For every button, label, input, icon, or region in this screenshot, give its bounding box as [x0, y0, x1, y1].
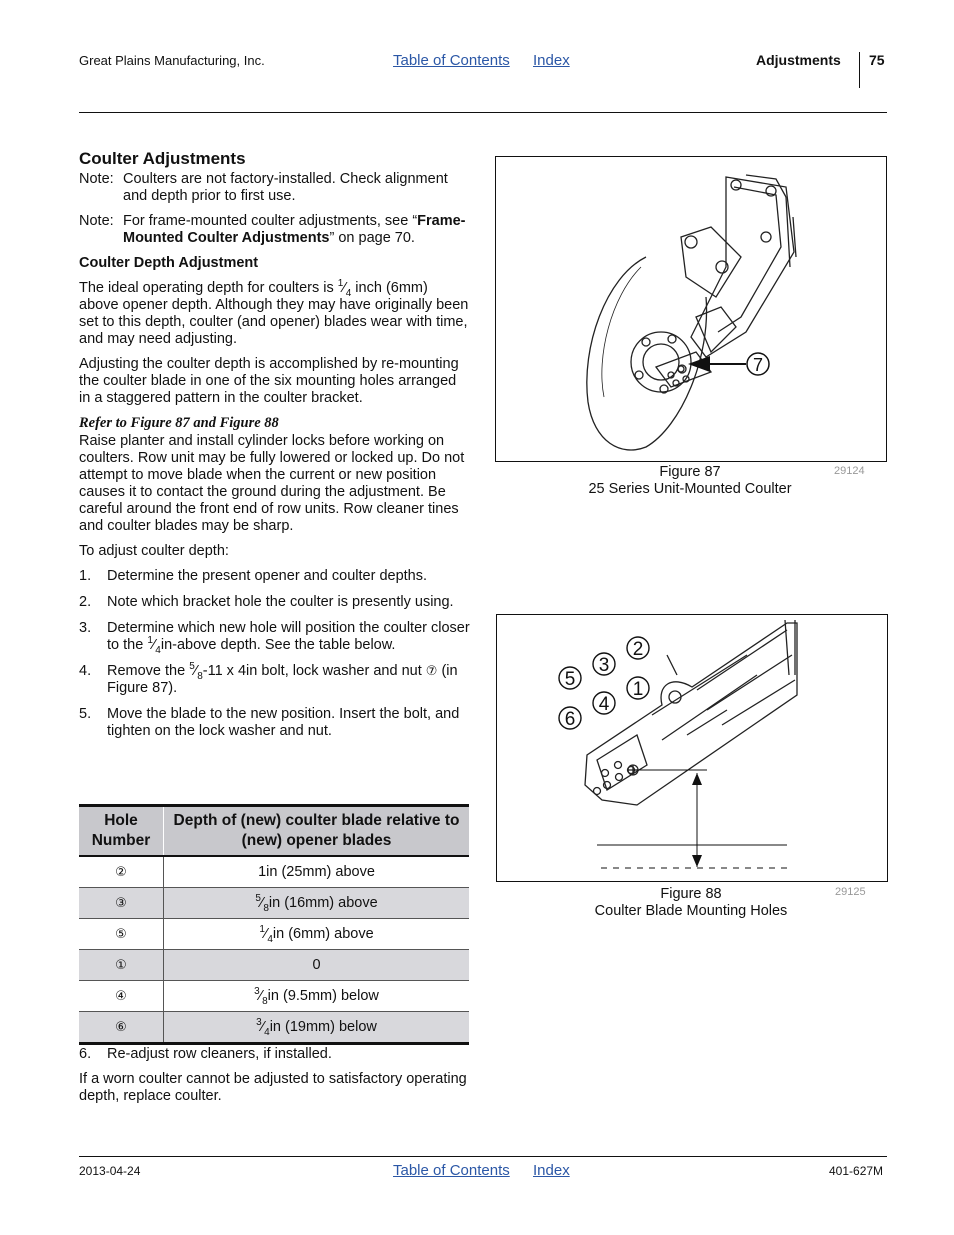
fraction: $^1⁄_4$ [337, 278, 352, 299]
page-number: 75 [869, 52, 885, 68]
figure-title: Coulter Blade Mounting Holes [594, 903, 788, 919]
figure-title: 25 Series Unit-Mounted Coulter [588, 481, 792, 497]
after-table-text [79, 1046, 471, 1105]
depth-cell: $^1⁄_4in$ (6mm) above [164, 919, 470, 950]
main-text-column [79, 150, 471, 740]
callout-5: 5 [564, 669, 576, 690]
figure-reference: Refer to Figure 87 and Figure 88 [79, 415, 279, 431]
callout-3: 3 [598, 655, 610, 676]
table-row [79, 919, 469, 950]
figure-88-caption [561, 886, 821, 920]
page-heading: Coulter Adjustments [79, 149, 246, 168]
depth-cell: 0 [164, 950, 470, 981]
figure-87-caption [560, 464, 820, 498]
table-row [79, 1012, 469, 1044]
note-2 [79, 213, 471, 247]
callout-number: 7 [752, 355, 764, 375]
figure-image-number: 29124 [834, 465, 865, 477]
list-item: 2. Note which bracket hole the coulter is presently using. [79, 594, 454, 610]
figure-88-frame [496, 614, 888, 882]
cross-reference: Frame-Mounted Coulter Adjustments [123, 213, 466, 246]
section-title: Adjustments [756, 52, 841, 68]
paragraph: Adjusting the coulter depth is accomplished by re-mounting the coulter blade in one of the six mounting holes arranged in a staggered pattern in the coulter bracket. [79, 356, 459, 406]
column-header-hole: Hole Number [79, 806, 164, 857]
paragraph: The ideal operating depth for coulters is $^1⁄_4$ inch (6mm) above opener depth. Although they may have originally been set to this depth, coulter (and opener) blades wear with time, and may need adjusting. [79, 278, 469, 347]
subheading: Coulter Depth Adjustment [79, 255, 259, 271]
paragraph: Raise planter and install cylinder locks before working on coulters. Row unit may be fully lowered or locked up. Do not attempt to move blade when the current or new position causes it to contact the ground during the adjustment. Be careful around the front end of row units. Row cleaner tines and coulter blades may be sharp. [79, 433, 465, 534]
hole-cell: ② [79, 856, 164, 888]
note-label: Note: [79, 171, 114, 187]
hole-cell: ④ [79, 981, 164, 1012]
column-header-depth: Depth of (new) coulter blade relative to (new) opener blades [164, 806, 470, 857]
depth-cell: $^3⁄_8in$ (9.5mm) below [164, 981, 470, 1012]
note-label: Note: [79, 213, 114, 229]
arrow-head [692, 855, 702, 867]
footer-date: 2013-04-24 [79, 1164, 141, 1178]
list-item: 5. Move the blade to the new position. Insert the bolt, and tighten on the lock washer and nut. [79, 706, 460, 739]
depth-cell: $^3⁄_4in$ (19mm) below [164, 1012, 470, 1044]
mounting-holes-illustration [497, 615, 887, 881]
callout-1: 1 [632, 679, 644, 700]
paragraph: If a worn coulter cannot be adjusted to satisfactory operating depth, replace coulter. [79, 1071, 467, 1104]
list-item: 1. Determine the present opener and coulter depths. [79, 568, 428, 584]
table-header-row [79, 806, 469, 857]
note-text: For frame-mounted coulter adjustments, see “Frame-Mounted Coulter Adjustments” on page 70. [123, 213, 466, 246]
table-row [79, 981, 469, 1012]
fraction: $^5⁄_8$ [189, 661, 203, 682]
hole-cell: ⑥ [79, 1012, 164, 1044]
arrow-head [692, 773, 702, 785]
callout-2: 2 [632, 639, 644, 660]
table-row [79, 950, 469, 981]
table-row [79, 888, 469, 919]
document-code: 401-627M [829, 1164, 884, 1178]
figure-label: Figure 87 [659, 464, 721, 480]
hole-cell: ③ [79, 888, 164, 919]
callout-4: 4 [598, 694, 610, 715]
note-text: Coulters are not factory-installed. Check alignment and depth prior to first use. [123, 171, 448, 204]
company-name: Great Plains Manufacturing, Inc. [79, 53, 265, 68]
list-item: 3. Determine which new hole will position the coulter closer to the $^1⁄_4in$-above depth. See the table below. [79, 620, 470, 656]
list-item: 4. Remove the $^5⁄_8-11$ x 4in bolt, lock washer and nut ⑦ (in Figure 87). [79, 661, 458, 696]
list-item: 6. Re-adjust row cleaners, if installed. [79, 1046, 332, 1062]
table-row [79, 856, 469, 888]
footer-toc-link[interactable]: Table of Contents [393, 1162, 510, 1179]
hole-depth-table [79, 804, 469, 1045]
figure-87-frame [495, 156, 887, 462]
footer-index-link[interactable]: Index [533, 1162, 570, 1179]
callout-7-ref: ⑦ [425, 664, 438, 679]
hole-cell: ① [79, 950, 164, 981]
header-toc-link[interactable]: Table of Contents [393, 52, 510, 69]
coulter-illustration [496, 157, 886, 461]
depth-cell: 1in (25mm) above [164, 856, 470, 888]
header-index-link[interactable]: Index [533, 52, 570, 69]
fraction: $^1⁄_4$ [147, 635, 161, 656]
steps-list [79, 568, 471, 740]
figure-image-number: 29125 [835, 886, 866, 898]
header-divider [859, 52, 860, 88]
callout-6: 6 [564, 709, 576, 730]
depth-cell: $^5⁄_8in$ (16mm) above [164, 888, 470, 919]
paragraph: To adjust coulter depth: [79, 543, 229, 559]
figure-label: Figure 88 [660, 886, 722, 902]
hole-cell: ⑤ [79, 919, 164, 950]
header-rule [79, 112, 887, 113]
note-1 [79, 171, 471, 205]
footer-rule [79, 1156, 887, 1157]
